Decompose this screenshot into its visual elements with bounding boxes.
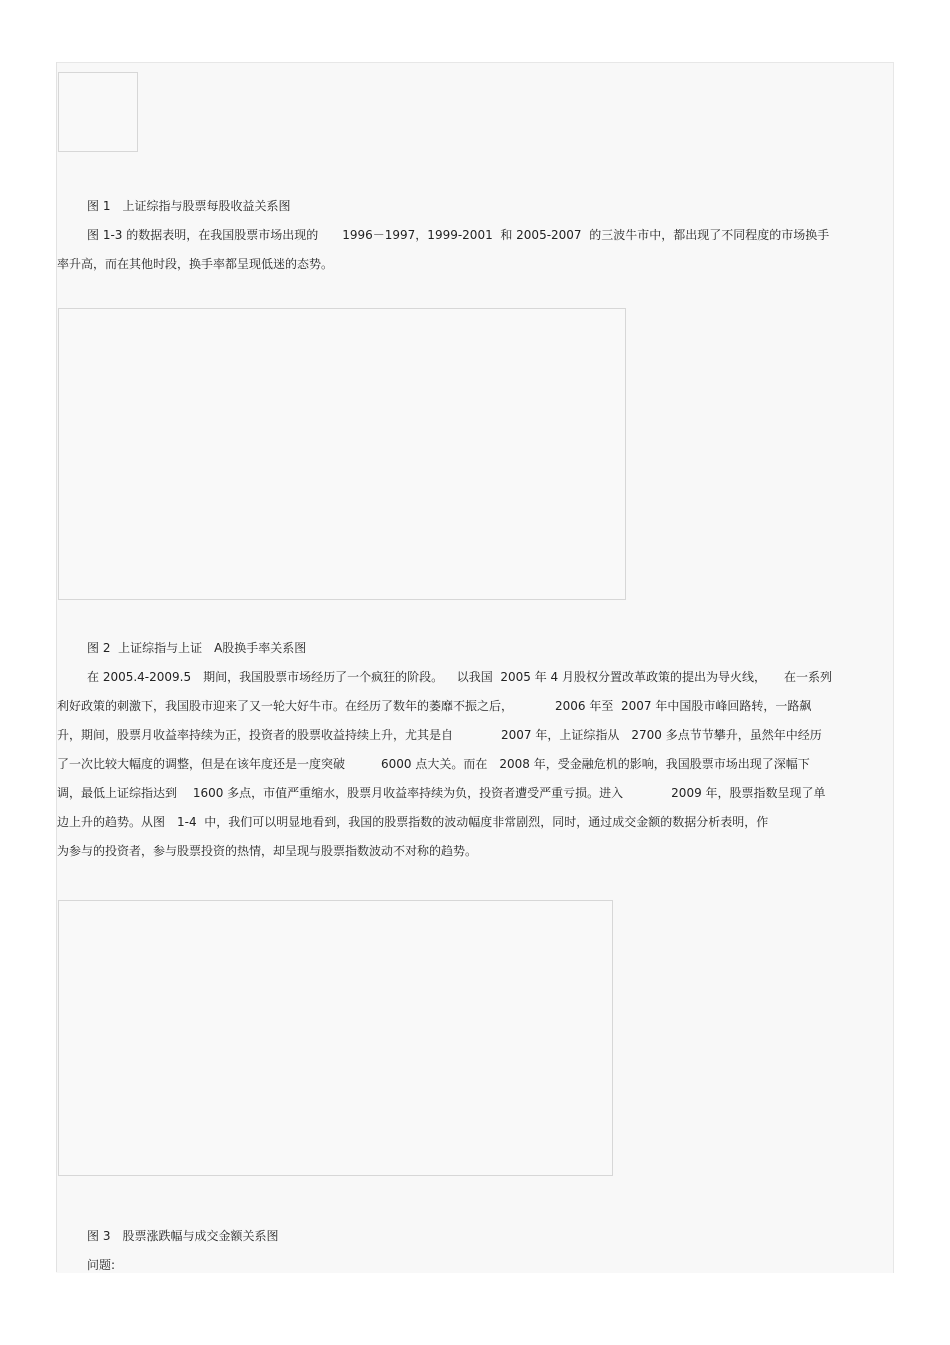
figure-3-caption: 图 3 股票涨跌幅与成交金额关系图 <box>87 1229 279 1243</box>
paragraph-2-line-2: 利好政策的刺激下，我国股市迎来了又一轮大好牛市。在经历了数年的萎靡不振之后， 2006 年至 2007 年中国股市峰回路转，一路飙 <box>57 699 812 713</box>
paragraph-2-line-4: 了一次比较大幅度的调整，但是在该年度还是一度突破 6000 点大关。而在 2008 年，受金融危机的影响，我国股票市场出现了深幅下 <box>57 757 810 771</box>
paragraph-2-line-1: 在 2005.4-2009.5 期间，我国股票市场经历了一个疯狂的阶段。 以我国 2005 年 4 月股权分置改革政策的提出为导火线， 在一系列 <box>87 670 833 684</box>
paragraph-2-line-5: 调，最低上证综指达到 1600 多点，市值严重缩水，股票月收益率持续为负，投资者遭受严重亏损。进入 2009 年，股票指数呈现了单 <box>57 786 826 800</box>
figure-2-caption: 图 2 上证综指与上证 A股换手率关系图 <box>87 641 307 655</box>
paragraph-2-line-6: 边上升的趋势。从图 1-4 中，我们可以明显地看到，我国的股票指数的波动幅度非常剧烈，同时，通过成交金额的数据分析表明，作 <box>57 815 769 829</box>
page-left-rule <box>56 62 57 1272</box>
paragraph-1-line-1: 图 1-3 的数据表明，在我国股票市场出现的 1996－1997，1999-2001 和 2005-2007 的三波牛市中，都出现了不同程度的市场换手 <box>87 228 830 242</box>
figure-1-image <box>58 72 138 152</box>
paragraph-1-line-2: 率升高，而在其他时段，换手率都呈现低迷的态势。 <box>57 257 334 271</box>
figure-2-image <box>58 308 626 600</box>
figure-1-caption: 图 1 上证综指与股票每股收益关系图 <box>87 199 291 213</box>
question-label: 问题: <box>87 1258 116 1272</box>
figure-3-image <box>58 900 613 1176</box>
paragraph-2-line-3: 升，期间，股票月收益率持续为正，投资者的股票收益持续上升，尤其是自 2007 年，上证综指从 2700 多点节节攀升，虽然年中经历 <box>57 728 822 742</box>
paragraph-2-line-7: 为参与的投资者，参与股票投资的热情，却呈现与股票指数波动不对称的趋势。 <box>57 844 478 858</box>
